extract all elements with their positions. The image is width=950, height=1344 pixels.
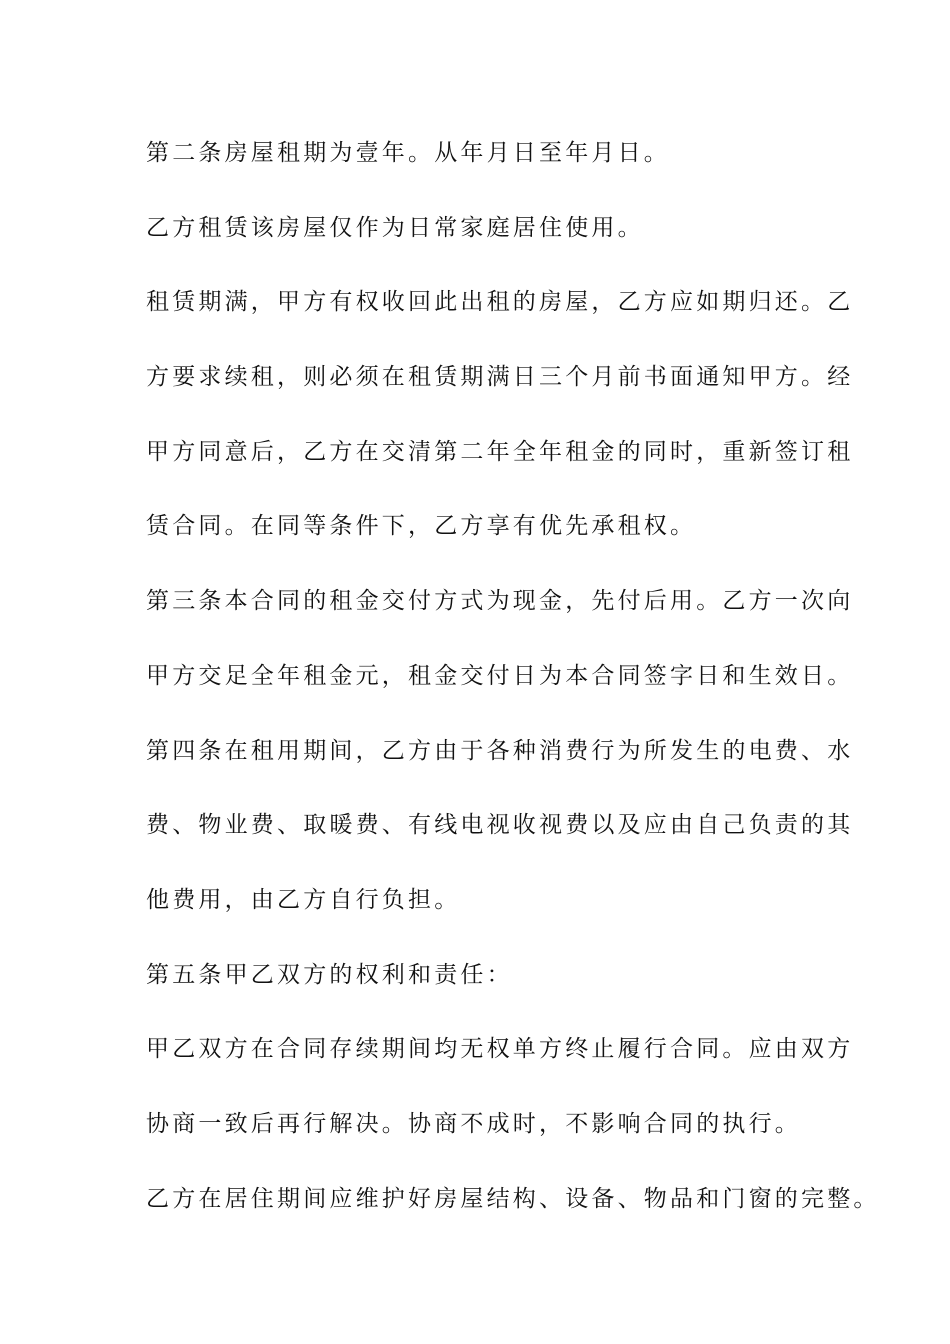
text-line-expenses: 第四条在租用期间，乙方由于各种消费行为所发生的电费、水: [146, 737, 854, 764]
text-line-lease-term: 第二条房屋租期为壹年。从年月日至年月日。: [146, 140, 670, 166]
text-line: 甲方交足全年租金元，租金交付日为本合同签字日和生效日。: [146, 662, 854, 689]
text-line: 赁合同。在同等条件下，乙方享有优先承租权。: [146, 513, 697, 540]
text-line-payment: 第三条本合同的租金交付方式为现金，先付后用。乙方一次向: [146, 588, 854, 615]
text-line: 甲乙双方在合同存续期间均无权单方终止履行合同。应由双方: [146, 1036, 854, 1063]
text-line: 乙方在居住期间应维护好房屋结构、设备、物品和门窗的完整。: [146, 1185, 880, 1212]
text-line-rights-heading: 第五条甲乙双方的权利和责任：: [146, 961, 513, 988]
text-line: 他费用，由乙方自行负担。: [146, 886, 461, 913]
text-line: 费、物业费、取暖费、有线电视收视费以及应由自己负责的其: [146, 812, 854, 839]
text-line: 甲方同意后，乙方在交清第二年全年租金的同时，重新签订租: [146, 438, 854, 465]
text-line: 协商一致后再行解决。协商不成时，不影响合同的执行。: [146, 1110, 801, 1137]
text-line: 租赁期满，甲方有权收回此出租的房屋，乙方应如期归还。乙: [146, 289, 854, 316]
contract-text-block: [146, 133, 880, 1253]
text-line: 方要求续租，则必须在租赁期满日三个月前书面通知甲方。经: [146, 364, 854, 391]
text-line-usage: 乙方租赁该房屋仅作为日常家庭居住使用。: [146, 214, 644, 241]
